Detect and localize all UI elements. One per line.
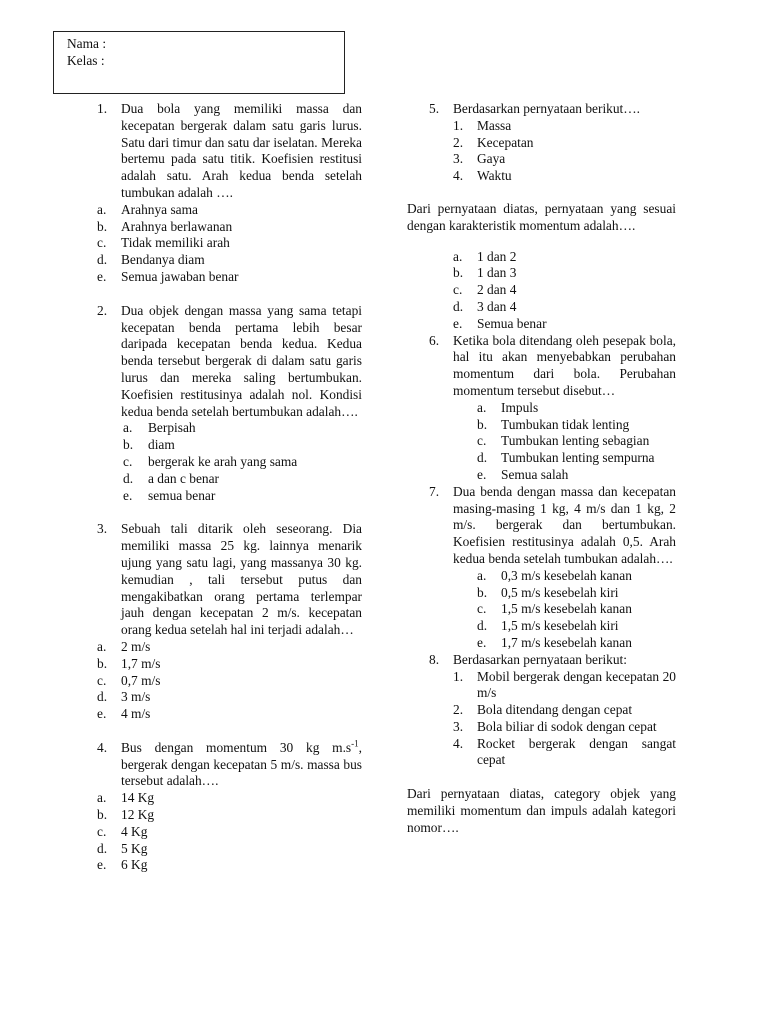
- statement: 3. Bola biliar di sodok dengan cepat: [453, 718, 657, 734]
- option: a. 14 Kg: [97, 790, 155, 806]
- option: e. Semua benar: [453, 315, 547, 331]
- statement: 4. Waktu: [453, 168, 512, 184]
- option: b. diam: [123, 437, 175, 453]
- options: [97, 420, 362, 504]
- option: a. 2 m/s: [97, 638, 151, 654]
- option: e. Semua jawaban benar: [97, 268, 239, 284]
- options: [97, 790, 362, 874]
- option: e. 1,7 m/s kesebelah kanan: [477, 634, 632, 650]
- option: c. Tumbukan lenting sebagian: [477, 433, 650, 449]
- option: b. 0,5 m/s kesebelah kiri: [477, 584, 619, 600]
- option: c. 0,7 m/s: [97, 672, 161, 688]
- option: d. 3 dan 4: [453, 298, 517, 314]
- question-text: 3. Sebuah tali ditarik oleh seseorang. Dia memiliki massa 25 kg. lainnya menarik ujung yang satu lagi, yang massanya 30 kg. kemudian , tali tersebut putus dan mengakibatkan orang pertama terlempar jauh dengan kecepatan 2 m/s. kecepatan orang kedua setelah hal ini terjadi adalah…: [97, 521, 362, 638]
- option: a. 1 dan 2: [453, 248, 517, 264]
- option: e. Semua salah: [477, 466, 569, 482]
- option: d. 5 Kg: [97, 840, 148, 856]
- statement-list: [407, 669, 676, 770]
- question-4: [97, 740, 362, 874]
- options: [407, 400, 676, 484]
- statement: 2. Bola ditendang dengan cepat: [453, 702, 633, 718]
- question-8: [407, 652, 676, 837]
- option: a. 0,3 m/s kesebelah kanan: [477, 567, 632, 583]
- question-text: 1. Dua bola yang memiliki massa dan kecepatan bergerak dalam satu garis lurus. Satu dari timur dan satu dar iselatan. Mereka bertemu pada satu titik. Koefisien restitusi adalah satu. Arah kedua benda setelah tumbukan adalah ….: [97, 101, 362, 200]
- options: [407, 249, 676, 333]
- question-text: 2. Dua objek dengan massa yang sama tetapi kecepatan benda pertama lebih besar daripada kecepatan benda kedua. Kedua benda tersebut bergerak di dalam satu garis lurus dan mereka saling bertumbukan. Koefisien restitusinya adalah nol. Kondisi kedua benda setelah bertumbukan adalah….: [97, 302, 362, 419]
- question-text: 8. Berdasarkan pernyataan berikut:: [429, 651, 627, 667]
- options: [407, 568, 676, 652]
- question-5: [407, 101, 676, 333]
- question-text: 6. Ketika bola ditendang oleh pesepak bola, hal itu akan menyebabkan perubahan momentum dari bola. Perubahan momentum tersebut disebut…: [429, 332, 676, 398]
- option: c. 1,5 m/s kesebelah kanan: [477, 601, 632, 617]
- option: b. Tumbukan tidak lenting: [477, 416, 630, 432]
- question-text: 4. Bus dengan momentum 30 kg $m.s^{-1}$, bergerak dengan kecepatan 5 m/s. massa bus tersebut adalah….: [97, 738, 362, 789]
- option: e. 4 m/s: [97, 706, 151, 722]
- option: d. a dan c benar: [123, 470, 220, 486]
- question-stem: Dari pernyataan diatas, pernyataan yang sesuai dengan karakteristik momentum adalah….: [407, 200, 676, 233]
- statement: 2. Kecepatan: [453, 134, 534, 150]
- statement: 1. Massa: [453, 117, 512, 133]
- option: a. Impuls: [477, 399, 539, 415]
- option: b. 1,7 m/s: [97, 655, 161, 671]
- option: d. Tumbukan lenting sempurna: [477, 450, 655, 466]
- option: e. 6 Kg: [97, 857, 148, 873]
- option: e. semua benar: [123, 487, 216, 503]
- name-label: Nama :: [67, 36, 107, 51]
- statement-list: [407, 118, 676, 185]
- question-1: [97, 101, 362, 286]
- question-text: 5. Berdasarkan pernyataan berikut….: [429, 101, 641, 116]
- question-stem: Dari pernyataan diatas, category objek yang memiliki momentum dan impuls adalah kategori nomor….: [407, 786, 676, 835]
- question-text: 7. Dua benda dengan massa dan kecepatan masing-masing 1 kg, 4 m/s dan 1 kg, 2 m/s. bergerak dan bertumbukan. Koefisien restitusinya adalah 0,5. Arah kedua benda setelah tumbukan adalah….: [429, 483, 676, 566]
- option: b. 1 dan 3: [453, 265, 517, 281]
- right-column: [407, 101, 676, 837]
- option: d. Bendanya diam: [97, 252, 205, 268]
- statement: 3. Gaya: [453, 151, 506, 167]
- option: b. Arahnya berlawanan: [97, 218, 233, 234]
- option: d. 1,5 m/s kesebelah kiri: [477, 618, 619, 634]
- question-2: [97, 303, 362, 505]
- left-column: [97, 101, 362, 874]
- option: a. Arahnya sama: [97, 201, 198, 217]
- option: b. 12 Kg: [97, 807, 155, 823]
- question-3: [97, 521, 362, 723]
- class-label: Kelas :: [67, 53, 105, 68]
- question-6: [407, 333, 676, 484]
- option: d. 3 m/s: [97, 689, 151, 705]
- option: c. 4 Kg: [97, 823, 148, 839]
- option: c. 2 dan 4: [453, 282, 517, 298]
- options: [97, 639, 362, 723]
- option: a. Berpisah: [123, 420, 196, 436]
- question-7: [407, 484, 676, 652]
- student-info-box: [53, 31, 345, 94]
- options: [97, 202, 362, 286]
- option: c. bergerak ke arah yang sama: [123, 453, 298, 469]
- statement: 4. Rocket bergerak dengan sangat cepat: [453, 735, 676, 768]
- option: c. Tidak memiliki arah: [97, 235, 230, 251]
- statement: 1. Mobil bergerak dengan kecepatan 20 m/s: [453, 668, 676, 701]
